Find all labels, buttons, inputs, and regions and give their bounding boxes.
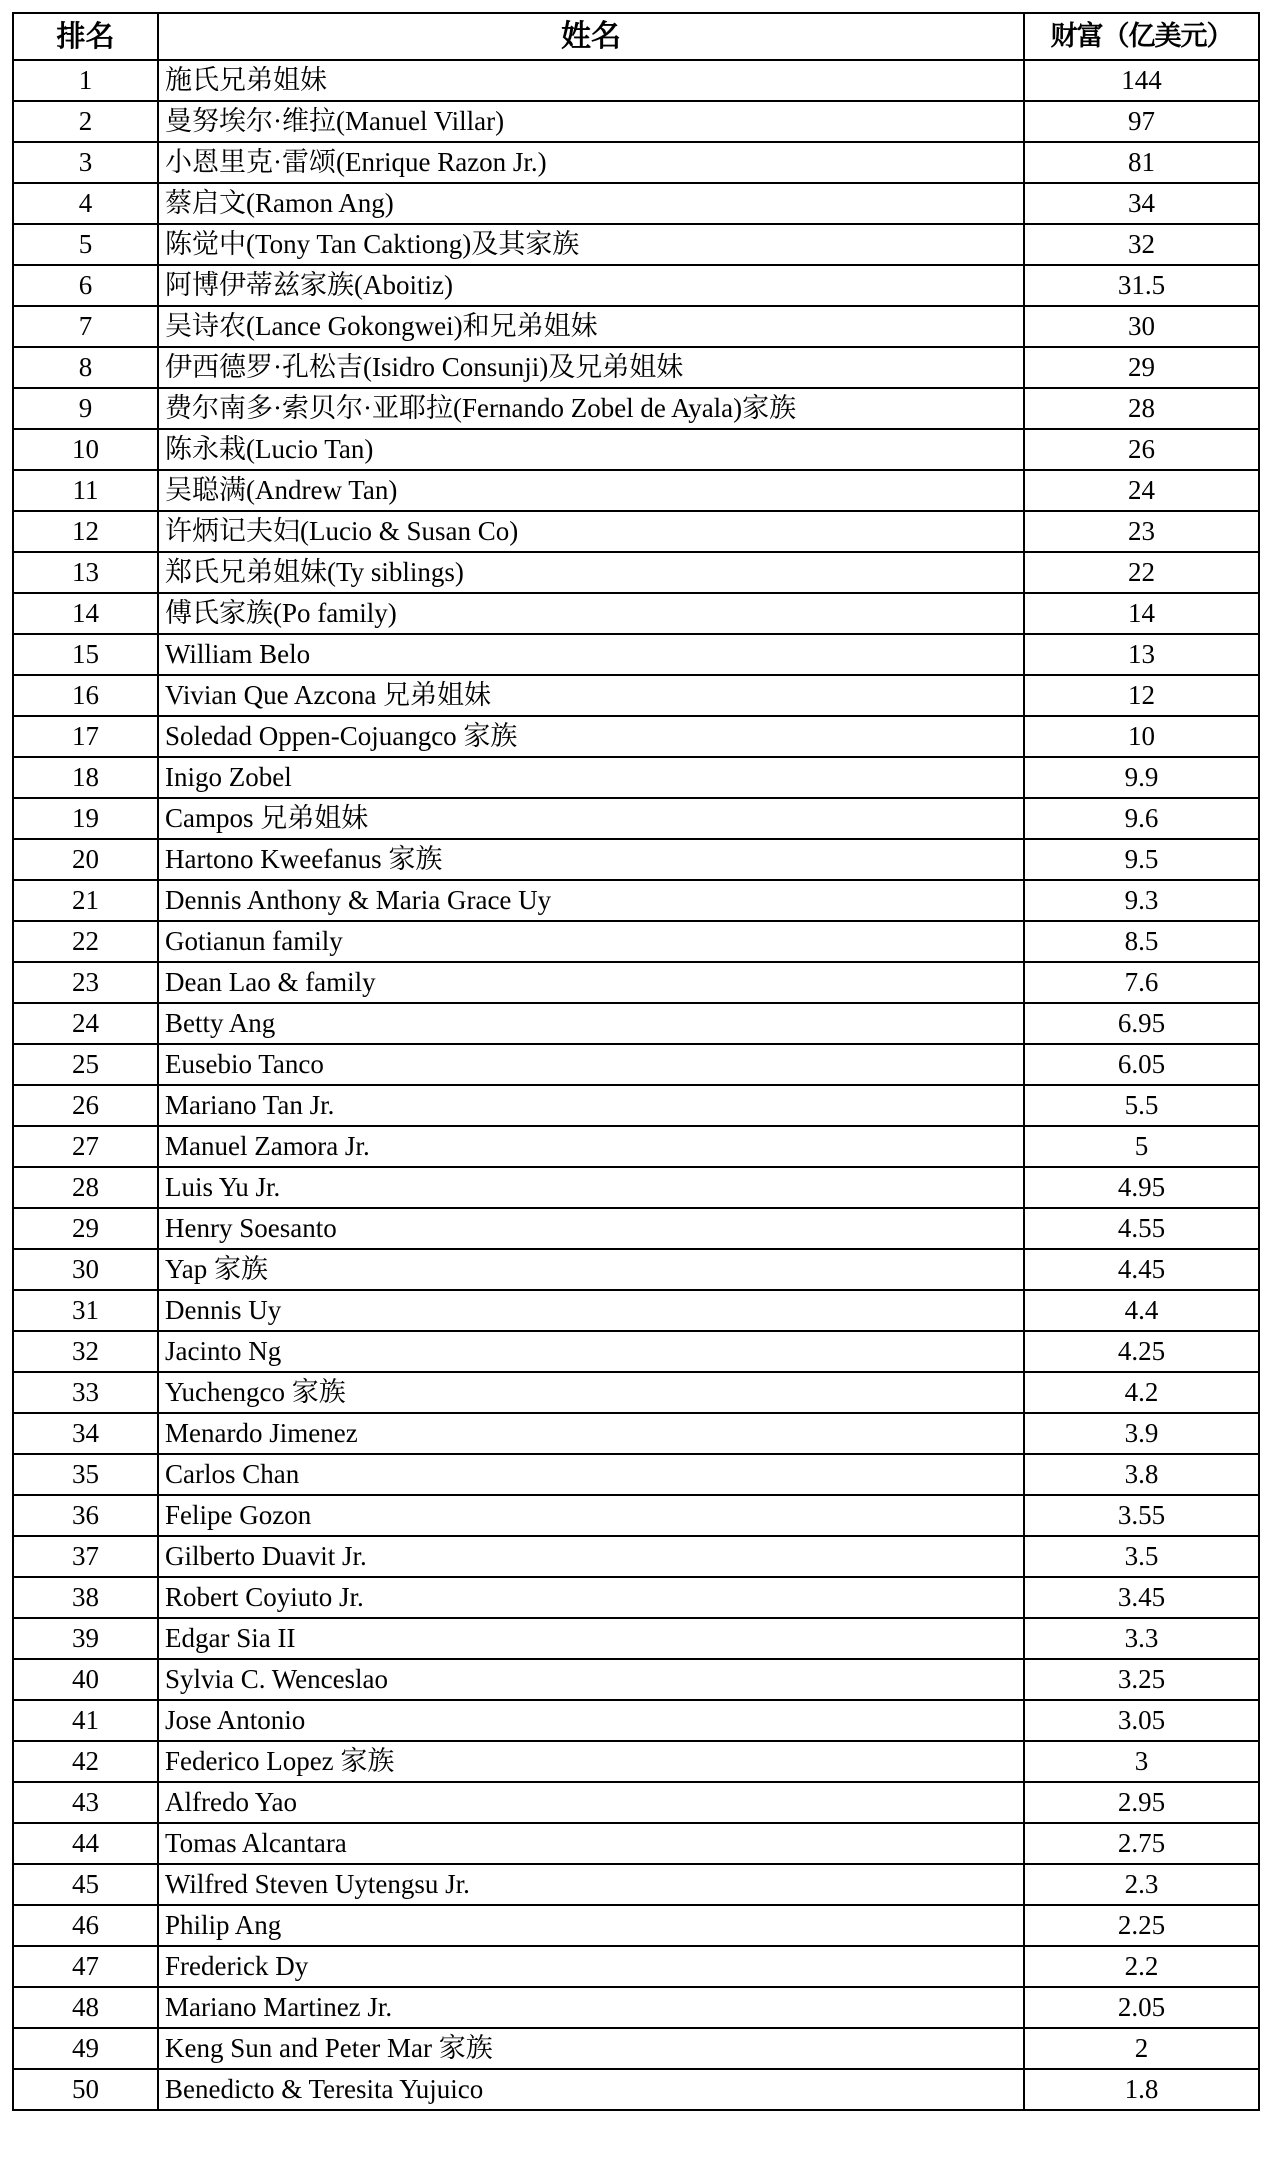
cell-rank: 31 — [13, 1290, 158, 1331]
cell-rank: 40 — [13, 1659, 158, 1700]
cell-rank: 29 — [13, 1208, 158, 1249]
cell-rank: 4 — [13, 183, 158, 224]
cell-name: 吴诗农(Lance Gokongwei)和兄弟姐妹 — [158, 306, 1024, 347]
cell-wealth: 6.95 — [1024, 1003, 1259, 1044]
cell-rank: 6 — [13, 265, 158, 306]
table-row — [13, 1905, 1259, 1946]
cell-wealth: 9.9 — [1024, 757, 1259, 798]
cell-wealth: 3.8 — [1024, 1454, 1259, 1495]
table-row — [13, 1331, 1259, 1372]
column-header-rank: 排名 — [13, 13, 158, 60]
cell-name: William Belo — [158, 634, 1024, 675]
cell-rank: 3 — [13, 142, 158, 183]
table-header-row — [13, 13, 1259, 60]
cell-name: 伊西德罗·孔松吉(Isidro Consunji)及兄弟姐妹 — [158, 347, 1024, 388]
cell-name: Dennis Anthony & Maria Grace Uy — [158, 880, 1024, 921]
cell-wealth: 32 — [1024, 224, 1259, 265]
table-row — [13, 1249, 1259, 1290]
cell-rank: 8 — [13, 347, 158, 388]
table-row — [13, 880, 1259, 921]
table-row — [13, 388, 1259, 429]
cell-rank: 19 — [13, 798, 158, 839]
cell-rank: 33 — [13, 1372, 158, 1413]
column-header-wealth: 财富（亿美元） — [1024, 13, 1259, 60]
table-row — [13, 634, 1259, 675]
cell-wealth: 3.05 — [1024, 1700, 1259, 1741]
cell-rank: 22 — [13, 921, 158, 962]
cell-name: Inigo Zobel — [158, 757, 1024, 798]
table-row — [13, 593, 1259, 634]
table-row — [13, 1372, 1259, 1413]
cell-rank: 43 — [13, 1782, 158, 1823]
table-row — [13, 1741, 1259, 1782]
cell-wealth: 22 — [1024, 552, 1259, 593]
cell-wealth: 3.45 — [1024, 1577, 1259, 1618]
table-row — [13, 60, 1259, 101]
cell-name: Federico Lopez 家族 — [158, 1741, 1024, 1782]
cell-name: 施氏兄弟姐妹 — [158, 60, 1024, 101]
cell-name: 小恩里克·雷颂(Enrique Razon Jr.) — [158, 142, 1024, 183]
cell-name: Jose Antonio — [158, 1700, 1024, 1741]
cell-rank: 23 — [13, 962, 158, 1003]
cell-name: Robert Coyiuto Jr. — [158, 1577, 1024, 1618]
cell-rank: 15 — [13, 634, 158, 675]
cell-name: Keng Sun and Peter Mar 家族 — [158, 2028, 1024, 2069]
table-row — [13, 798, 1259, 839]
table-row — [13, 1495, 1259, 1536]
table-row — [13, 839, 1259, 880]
cell-name: Benedicto & Teresita Yujuico — [158, 2069, 1024, 2110]
table-row — [13, 757, 1259, 798]
cell-rank: 49 — [13, 2028, 158, 2069]
column-header-name: 姓名 — [158, 13, 1024, 60]
table-row — [13, 1700, 1259, 1741]
cell-rank: 32 — [13, 1331, 158, 1372]
cell-name: Gilberto Duavit Jr. — [158, 1536, 1024, 1577]
cell-rank: 36 — [13, 1495, 158, 1536]
cell-name: Sylvia C. Wenceslao — [158, 1659, 1024, 1700]
table-row — [13, 962, 1259, 1003]
cell-wealth: 2.25 — [1024, 1905, 1259, 1946]
cell-rank: 13 — [13, 552, 158, 593]
table-row — [13, 552, 1259, 593]
cell-rank: 42 — [13, 1741, 158, 1782]
cell-wealth: 2 — [1024, 2028, 1259, 2069]
cell-wealth: 26 — [1024, 429, 1259, 470]
cell-rank: 37 — [13, 1536, 158, 1577]
cell-rank: 30 — [13, 1249, 158, 1290]
cell-rank: 21 — [13, 880, 158, 921]
cell-name: 阿博伊蒂兹家族(Aboitiz) — [158, 265, 1024, 306]
table-row — [13, 142, 1259, 183]
cell-rank: 2 — [13, 101, 158, 142]
table-row — [13, 921, 1259, 962]
cell-wealth: 4.45 — [1024, 1249, 1259, 1290]
cell-rank: 25 — [13, 1044, 158, 1085]
table-row — [13, 675, 1259, 716]
table-row — [13, 1536, 1259, 1577]
cell-wealth: 2.05 — [1024, 1987, 1259, 2028]
cell-rank: 46 — [13, 1905, 158, 1946]
cell-name: Campos 兄弟姐妹 — [158, 798, 1024, 839]
cell-wealth: 9.6 — [1024, 798, 1259, 839]
cell-rank: 26 — [13, 1085, 158, 1126]
cell-wealth: 4.2 — [1024, 1372, 1259, 1413]
table-row — [13, 1208, 1259, 1249]
cell-name: Alfredo Yao — [158, 1782, 1024, 1823]
cell-wealth: 9.3 — [1024, 880, 1259, 921]
rich-list-table — [12, 12, 1260, 2111]
table-body — [13, 60, 1259, 2110]
cell-rank: 1 — [13, 60, 158, 101]
cell-rank: 45 — [13, 1864, 158, 1905]
cell-wealth: 3 — [1024, 1741, 1259, 1782]
table-row — [13, 1413, 1259, 1454]
cell-name: Hartono Kweefanus 家族 — [158, 839, 1024, 880]
cell-name: Yap 家族 — [158, 1249, 1024, 1290]
table-row — [13, 1290, 1259, 1331]
table-row — [13, 1659, 1259, 1700]
cell-wealth: 14 — [1024, 593, 1259, 634]
cell-name: 曼努埃尔·维拉(Manuel Villar) — [158, 101, 1024, 142]
cell-wealth: 3.3 — [1024, 1618, 1259, 1659]
cell-rank: 38 — [13, 1577, 158, 1618]
cell-rank: 41 — [13, 1700, 158, 1741]
cell-rank: 28 — [13, 1167, 158, 1208]
cell-wealth: 2.95 — [1024, 1782, 1259, 1823]
cell-wealth: 23 — [1024, 511, 1259, 552]
table-row — [13, 183, 1259, 224]
cell-name: 傅氏家族(Po family) — [158, 593, 1024, 634]
cell-name: 吴聪满(Andrew Tan) — [158, 470, 1024, 511]
cell-name: Dennis Uy — [158, 1290, 1024, 1331]
cell-wealth: 5.5 — [1024, 1085, 1259, 1126]
cell-wealth: 4.95 — [1024, 1167, 1259, 1208]
cell-wealth: 144 — [1024, 60, 1259, 101]
cell-rank: 20 — [13, 839, 158, 880]
cell-rank: 10 — [13, 429, 158, 470]
table-row — [13, 1987, 1259, 2028]
cell-wealth: 6.05 — [1024, 1044, 1259, 1085]
table-row — [13, 1126, 1259, 1167]
cell-name: Manuel Zamora Jr. — [158, 1126, 1024, 1167]
table-row — [13, 429, 1259, 470]
table-row — [13, 224, 1259, 265]
cell-rank: 11 — [13, 470, 158, 511]
cell-rank: 39 — [13, 1618, 158, 1659]
table-row — [13, 1946, 1259, 1987]
cell-rank: 12 — [13, 511, 158, 552]
cell-rank: 44 — [13, 1823, 158, 1864]
cell-wealth: 9.5 — [1024, 839, 1259, 880]
table-row — [13, 511, 1259, 552]
cell-rank: 27 — [13, 1126, 158, 1167]
cell-name: Tomas Alcantara — [158, 1823, 1024, 1864]
cell-wealth: 12 — [1024, 675, 1259, 716]
cell-name: Frederick Dy — [158, 1946, 1024, 1987]
cell-wealth: 97 — [1024, 101, 1259, 142]
cell-wealth: 30 — [1024, 306, 1259, 347]
table-header — [13, 13, 1259, 60]
cell-name: 陈永栽(Lucio Tan) — [158, 429, 1024, 470]
cell-rank: 35 — [13, 1454, 158, 1495]
table-row — [13, 1618, 1259, 1659]
table-row — [13, 101, 1259, 142]
cell-wealth: 7.6 — [1024, 962, 1259, 1003]
cell-wealth: 3.25 — [1024, 1659, 1259, 1700]
cell-rank: 18 — [13, 757, 158, 798]
table-row — [13, 1044, 1259, 1085]
cell-name: Philip Ang — [158, 1905, 1024, 1946]
cell-name: Yuchengco 家族 — [158, 1372, 1024, 1413]
cell-name: Dean Lao & family — [158, 962, 1024, 1003]
cell-rank: 9 — [13, 388, 158, 429]
table-row — [13, 2069, 1259, 2110]
cell-rank: 34 — [13, 1413, 158, 1454]
cell-wealth: 4.25 — [1024, 1331, 1259, 1372]
cell-name: 费尔南多·索贝尔·亚耶拉(Fernando Zobel de Ayala)家族 — [158, 388, 1024, 429]
cell-rank: 24 — [13, 1003, 158, 1044]
table-row — [13, 265, 1259, 306]
cell-wealth: 29 — [1024, 347, 1259, 388]
cell-wealth: 10 — [1024, 716, 1259, 757]
table-row — [13, 1003, 1259, 1044]
cell-rank: 14 — [13, 593, 158, 634]
cell-name: 陈觉中(Tony Tan Caktiong)及其家族 — [158, 224, 1024, 265]
cell-wealth: 4.55 — [1024, 1208, 1259, 1249]
cell-rank: 17 — [13, 716, 158, 757]
table-row — [13, 2028, 1259, 2069]
cell-wealth: 2.3 — [1024, 1864, 1259, 1905]
table-row — [13, 1864, 1259, 1905]
cell-name: Mariano Martinez Jr. — [158, 1987, 1024, 2028]
cell-wealth: 81 — [1024, 142, 1259, 183]
table-row — [13, 1577, 1259, 1618]
cell-wealth: 24 — [1024, 470, 1259, 511]
cell-wealth: 5 — [1024, 1126, 1259, 1167]
table-row — [13, 716, 1259, 757]
cell-name: Soledad Oppen-Cojuangco 家族 — [158, 716, 1024, 757]
cell-name: 郑氏兄弟姐妹(Ty siblings) — [158, 552, 1024, 593]
cell-wealth: 1.8 — [1024, 2069, 1259, 2110]
cell-name: 蔡启文(Ramon Ang) — [158, 183, 1024, 224]
cell-wealth: 34 — [1024, 183, 1259, 224]
cell-wealth: 2.75 — [1024, 1823, 1259, 1864]
cell-name: Vivian Que Azcona 兄弟姐妹 — [158, 675, 1024, 716]
cell-name: Menardo Jimenez — [158, 1413, 1024, 1454]
cell-name: Henry Soesanto — [158, 1208, 1024, 1249]
cell-name: Betty Ang — [158, 1003, 1024, 1044]
cell-rank: 7 — [13, 306, 158, 347]
cell-wealth: 3.9 — [1024, 1413, 1259, 1454]
cell-wealth: 31.5 — [1024, 265, 1259, 306]
cell-name: 许炳记夫妇(Lucio & Susan Co) — [158, 511, 1024, 552]
cell-rank: 50 — [13, 2069, 158, 2110]
cell-wealth: 3.55 — [1024, 1495, 1259, 1536]
cell-wealth: 8.5 — [1024, 921, 1259, 962]
cell-name: Wilfred Steven Uytengsu Jr. — [158, 1864, 1024, 1905]
table-row — [13, 347, 1259, 388]
cell-rank: 47 — [13, 1946, 158, 1987]
table-row — [13, 1782, 1259, 1823]
cell-wealth: 2.2 — [1024, 1946, 1259, 1987]
cell-name: Felipe Gozon — [158, 1495, 1024, 1536]
table-row — [13, 470, 1259, 511]
cell-wealth: 13 — [1024, 634, 1259, 675]
cell-rank: 48 — [13, 1987, 158, 2028]
cell-wealth: 28 — [1024, 388, 1259, 429]
cell-name: Luis Yu Jr. — [158, 1167, 1024, 1208]
table-row — [13, 1167, 1259, 1208]
cell-name: Eusebio Tanco — [158, 1044, 1024, 1085]
cell-name: Gotianun family — [158, 921, 1024, 962]
table-row — [13, 1823, 1259, 1864]
cell-rank: 5 — [13, 224, 158, 265]
table-row — [13, 1085, 1259, 1126]
cell-rank: 16 — [13, 675, 158, 716]
cell-wealth: 3.5 — [1024, 1536, 1259, 1577]
table-row — [13, 1454, 1259, 1495]
cell-name: Mariano Tan Jr. — [158, 1085, 1024, 1126]
cell-name: Edgar Sia II — [158, 1618, 1024, 1659]
cell-name: Jacinto Ng — [158, 1331, 1024, 1372]
cell-name: Carlos Chan — [158, 1454, 1024, 1495]
table-row — [13, 306, 1259, 347]
cell-wealth: 4.4 — [1024, 1290, 1259, 1331]
